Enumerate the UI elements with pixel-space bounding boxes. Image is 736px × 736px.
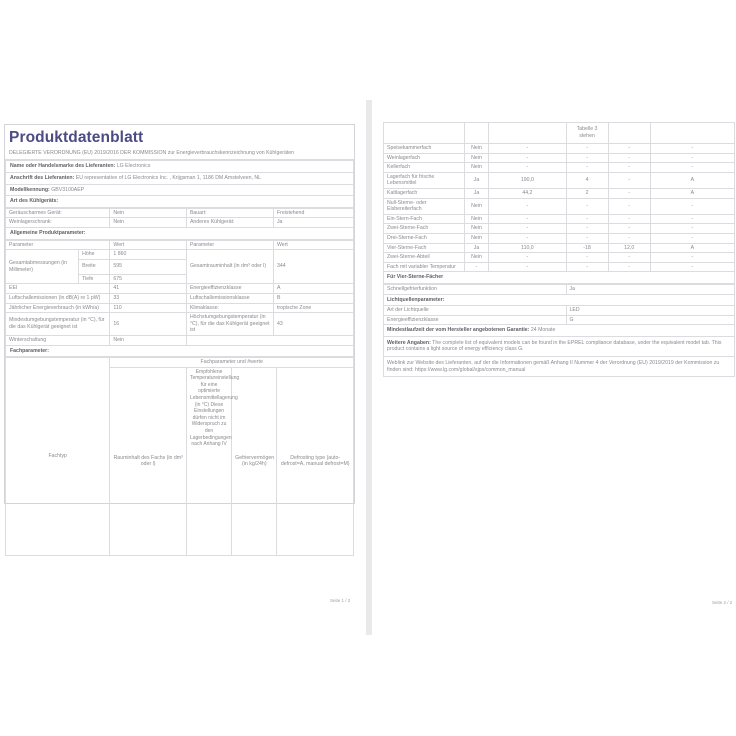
cell: 190,0 <box>489 172 566 188</box>
cell: Energieeffizienzklasse <box>186 284 273 294</box>
cell: - <box>566 214 608 224</box>
table-row <box>384 336 735 356</box>
header-cell: Parameter <box>186 240 273 250</box>
page-2-frame <box>383 122 735 398</box>
table-row <box>6 303 354 313</box>
cell: Fach mit variabler Temperatur <box>384 262 465 272</box>
cell: Luftschallemissionen (in dB(A) re 1 pW) <box>6 293 110 303</box>
cell: - <box>650 224 734 234</box>
cell: A <box>650 172 734 188</box>
cell: EEI <box>6 284 110 294</box>
cell: - <box>566 163 608 173</box>
model-label: Modellkennung: <box>10 186 50 193</box>
cell: - <box>608 163 650 173</box>
regulation-text: DELEGIERTE VERORDNUNG (EU) 2019/2016 DER KOMMISSION zur Energieverbrauchskennzeichnung von Kühlgeräten <box>5 150 354 160</box>
cell: - <box>489 233 566 243</box>
cell: Nein <box>464 224 489 234</box>
cell: Weinlagerschrank: <box>6 218 110 228</box>
light-heading: Lichtquellenparameter: <box>384 294 735 306</box>
cell: Vier-Sterne-Fach <box>384 243 465 253</box>
dim-name: Höhe <box>79 250 110 260</box>
page-1-frame <box>4 124 355 504</box>
cell: A <box>273 284 353 294</box>
cell: Nein <box>464 163 489 173</box>
dim-name: Breite <box>79 259 110 274</box>
cell: - <box>608 233 650 243</box>
address-value: EU representative of LG Electronics Inc. , Krijgsman 1, 1186 DM Amstelveen, NL <box>75 175 262 181</box>
weblink-url[interactable]: https://www.lg.com/global/sjps/common_manual <box>415 366 526 373</box>
cell: - <box>489 214 566 224</box>
light-type-value: LED <box>566 306 734 316</box>
cell: - <box>608 153 650 163</box>
group-header: Fachparameter und #werte <box>110 358 354 368</box>
cell <box>464 123 489 144</box>
dim-value: 595 <box>110 259 187 274</box>
cell: 41 <box>110 284 187 294</box>
weblink-text: Weblink zur Website des Lieferanten, auf der die Informationen gemäß Anhang II Nummer 4 der Verordnung (EU) 2019/2019 der Kommission zu finden sind: <box>387 360 720 373</box>
cell: - <box>566 198 608 214</box>
cell: Drei-Sterne-Fach <box>384 233 465 243</box>
supplier-label: Name oder Handelsmarke des Lieferanten: <box>10 163 116 170</box>
cell: - <box>608 188 650 198</box>
cell: - <box>650 262 734 272</box>
cell: - <box>566 233 608 243</box>
table-row <box>384 284 735 294</box>
cell <box>650 123 734 144</box>
dim-name: Tiefe <box>79 274 110 284</box>
cell: 16 <box>110 313 187 336</box>
cell: Luftschallemissionsklasse <box>186 293 273 303</box>
cell: Zwei-Sterne-Fach <box>384 224 465 234</box>
address-label: Anschrift des Lieferanten: <box>10 175 75 181</box>
table-row <box>6 335 354 345</box>
cell: Weinlagerfach <box>384 153 465 163</box>
cell: A <box>650 243 734 253</box>
cell: Lagerfach für frische Lebensmittel <box>384 172 465 188</box>
page-1 <box>0 100 362 610</box>
cell: Höchstumgebungstemperatur (in °C), für die das Kühlgerät geeignet ist <box>186 313 273 336</box>
light-class-value: G <box>566 315 734 325</box>
cell: - <box>464 262 489 272</box>
cell: - <box>650 198 734 214</box>
cell: - <box>566 262 608 272</box>
cell: -18 <box>566 243 608 253</box>
page-footer: Seite 2 / 2 <box>712 600 733 605</box>
cell: - <box>608 262 650 272</box>
cell: Mindestumgebungstemperatur (in °C), für die das Kühlgerät geeignet ist <box>6 313 110 336</box>
light-type-label: Art der Lichtquelle <box>384 306 567 316</box>
four-star-heading: Für Vier-Sterne-Fächer <box>384 272 735 284</box>
cell: - <box>489 153 566 163</box>
cell: - <box>650 253 734 263</box>
table-header-row <box>6 240 354 250</box>
cell: Winterschaltung <box>6 335 110 345</box>
freeze-header: Gefriervermögen (in kg/24h) <box>232 367 277 555</box>
table-row <box>384 243 735 253</box>
cell: Nein <box>110 335 187 345</box>
cell: Nein <box>464 214 489 224</box>
table-row <box>384 262 735 272</box>
cell: Ja <box>464 172 489 188</box>
fast-freeze-label: Schnellgefrierfunktion <box>384 284 567 294</box>
warranty-value: 24 Monate <box>530 327 556 334</box>
compartment-table <box>383 122 735 284</box>
header-cell: Wert <box>273 240 353 250</box>
cell: - <box>650 214 734 224</box>
header-cell: Wert <box>110 240 187 250</box>
table-row <box>6 218 354 228</box>
cell: Nein <box>464 144 489 154</box>
further-text: The complete list of equivalent models can be found in the EPREL compliance database, under the equivalent model tab. This product contains a light source of energy efficiency class G. <box>387 339 722 353</box>
compartment-heading: Fachparameter: <box>6 345 354 357</box>
further-label: Weitere Angaben: <box>387 339 431 346</box>
cell: - <box>650 233 734 243</box>
cell: - <box>489 198 566 214</box>
fachtyp-header: Fachtyp <box>6 358 110 556</box>
cell: Ja <box>464 243 489 253</box>
cell: - <box>608 253 650 263</box>
cell: - <box>608 172 650 188</box>
cell: - <box>489 144 566 154</box>
cell: Nein <box>464 153 489 163</box>
volume-header: Rauminhalt des Fachs (in dm³ oder l) <box>110 367 187 555</box>
cell: - <box>489 253 566 263</box>
table-row <box>384 253 735 263</box>
cell: - <box>489 262 566 272</box>
cell: 110 <box>110 303 187 313</box>
cell: Jährlicher Energieverbrauch (in kWh/a) <box>6 303 110 313</box>
cell: - <box>566 253 608 263</box>
page-footer: Seite 1 / 2 <box>330 598 351 603</box>
table-row <box>384 224 735 234</box>
total-volume-label: Gesamtrauminhalt (in dm³ oder l) <box>186 250 273 284</box>
table-header-row <box>6 358 354 368</box>
table-row <box>6 293 354 303</box>
cell: Kaltlagerfach <box>384 188 465 198</box>
cell: Null-Sterne- oder Eisbereiterfach <box>384 198 465 214</box>
cell: 12,0 <box>608 243 650 253</box>
table-row <box>384 198 735 214</box>
dim-value: 675 <box>110 274 187 284</box>
warranty-label: Mindestlaufzeit der vom Hersteller angebotenen Garantie: <box>387 327 530 334</box>
table-row <box>384 188 735 198</box>
cell: - <box>608 198 650 214</box>
table-row <box>384 153 735 163</box>
cell: Ja <box>464 188 489 198</box>
cell: Zwei-Sterne-Abteil <box>384 253 465 263</box>
cell: - <box>650 163 734 173</box>
page-separator <box>366 100 372 635</box>
cell: B <box>273 293 353 303</box>
cell <box>608 123 650 144</box>
device-type-table <box>5 208 354 240</box>
table-row <box>384 325 735 337</box>
cell: Anderes Kühlgerät: <box>186 218 273 228</box>
cell: - <box>608 224 650 234</box>
table-row <box>6 284 354 294</box>
defrost-header: Defrosting type (auto-defrost=A, manual defrost=M) <box>277 367 354 555</box>
table-row <box>384 172 735 188</box>
cell: 44,2 <box>489 188 566 198</box>
cell: - <box>566 144 608 154</box>
cell: - <box>608 144 650 154</box>
page-2 <box>378 100 736 630</box>
cell: Geräuscharmes Gerät: <box>6 208 110 218</box>
supplier-value: LG Electronics <box>116 163 151 170</box>
cell: - <box>608 214 650 224</box>
model-value: GBV3100AEP <box>51 186 85 193</box>
table-row <box>384 214 735 224</box>
table-row <box>384 315 735 325</box>
cell: 110,0 <box>489 243 566 253</box>
cell: tropische Zone <box>273 303 353 313</box>
cell: 43 <box>273 313 353 336</box>
cell <box>489 123 566 144</box>
cell: - <box>566 224 608 234</box>
cell: - <box>650 153 734 163</box>
cell: Freistehend <box>273 208 353 218</box>
cell <box>186 335 353 345</box>
cell: - <box>489 224 566 234</box>
page-title: Produktdatenblatt <box>9 129 144 146</box>
cell: Kellerfach <box>384 163 465 173</box>
table-row <box>6 250 354 260</box>
table-row <box>384 163 735 173</box>
table-header-row <box>384 123 735 144</box>
cell: Nein <box>464 233 489 243</box>
light-class-label: Energieeffizienzklasse <box>384 315 567 325</box>
cell: Nein <box>110 218 187 228</box>
cell: A <box>650 188 734 198</box>
table-row <box>384 144 735 154</box>
cell: Klimaklasse: <box>186 303 273 313</box>
general-heading: Allgemeine Produktparameter: <box>6 227 354 239</box>
table-row <box>6 208 354 218</box>
cell: - <box>489 163 566 173</box>
cell: Nein <box>110 208 187 218</box>
general-parameters-table <box>5 240 354 358</box>
cell: 4 <box>566 172 608 188</box>
table-row <box>384 233 735 243</box>
table-row <box>384 357 735 377</box>
dim-value: 1 860 <box>110 250 187 260</box>
compartment-header-table <box>5 357 354 556</box>
cell: Nein <box>464 253 489 263</box>
total-volume-value: 344 <box>273 250 353 284</box>
cell: 33 <box>110 293 187 303</box>
supplier-table <box>5 160 354 207</box>
cell <box>384 123 465 144</box>
cell: Speisekammerfach <box>384 144 465 154</box>
cell: Ja <box>273 218 353 228</box>
cell: - <box>650 144 734 154</box>
continued-header: Tabelle 3 stehen <box>566 123 608 144</box>
table-row <box>384 306 735 316</box>
header-cell: Parameter <box>6 240 110 250</box>
fast-freeze-value: Ja <box>566 284 734 294</box>
cell: Bauart: <box>186 208 273 218</box>
table-row <box>6 313 354 336</box>
extra-table <box>383 284 735 377</box>
cell: Ein-Stern-Fach <box>384 214 465 224</box>
cell: - <box>566 153 608 163</box>
device-type-heading: Art des Kühlgeräts: <box>6 196 354 208</box>
cell: Nein <box>464 198 489 214</box>
temp-header: Empfohlene Temperatureinstellung für eine optimierte Lebensmittellagerung (in °C) Diese Einstellungen dürfen nicht im Widerspruch zu den Lagerbedingungen nach Anhang IV <box>186 367 231 555</box>
dimensions-label: Gesamtabmessungen (in Millimeter) <box>6 250 79 284</box>
cell: 2 <box>566 188 608 198</box>
